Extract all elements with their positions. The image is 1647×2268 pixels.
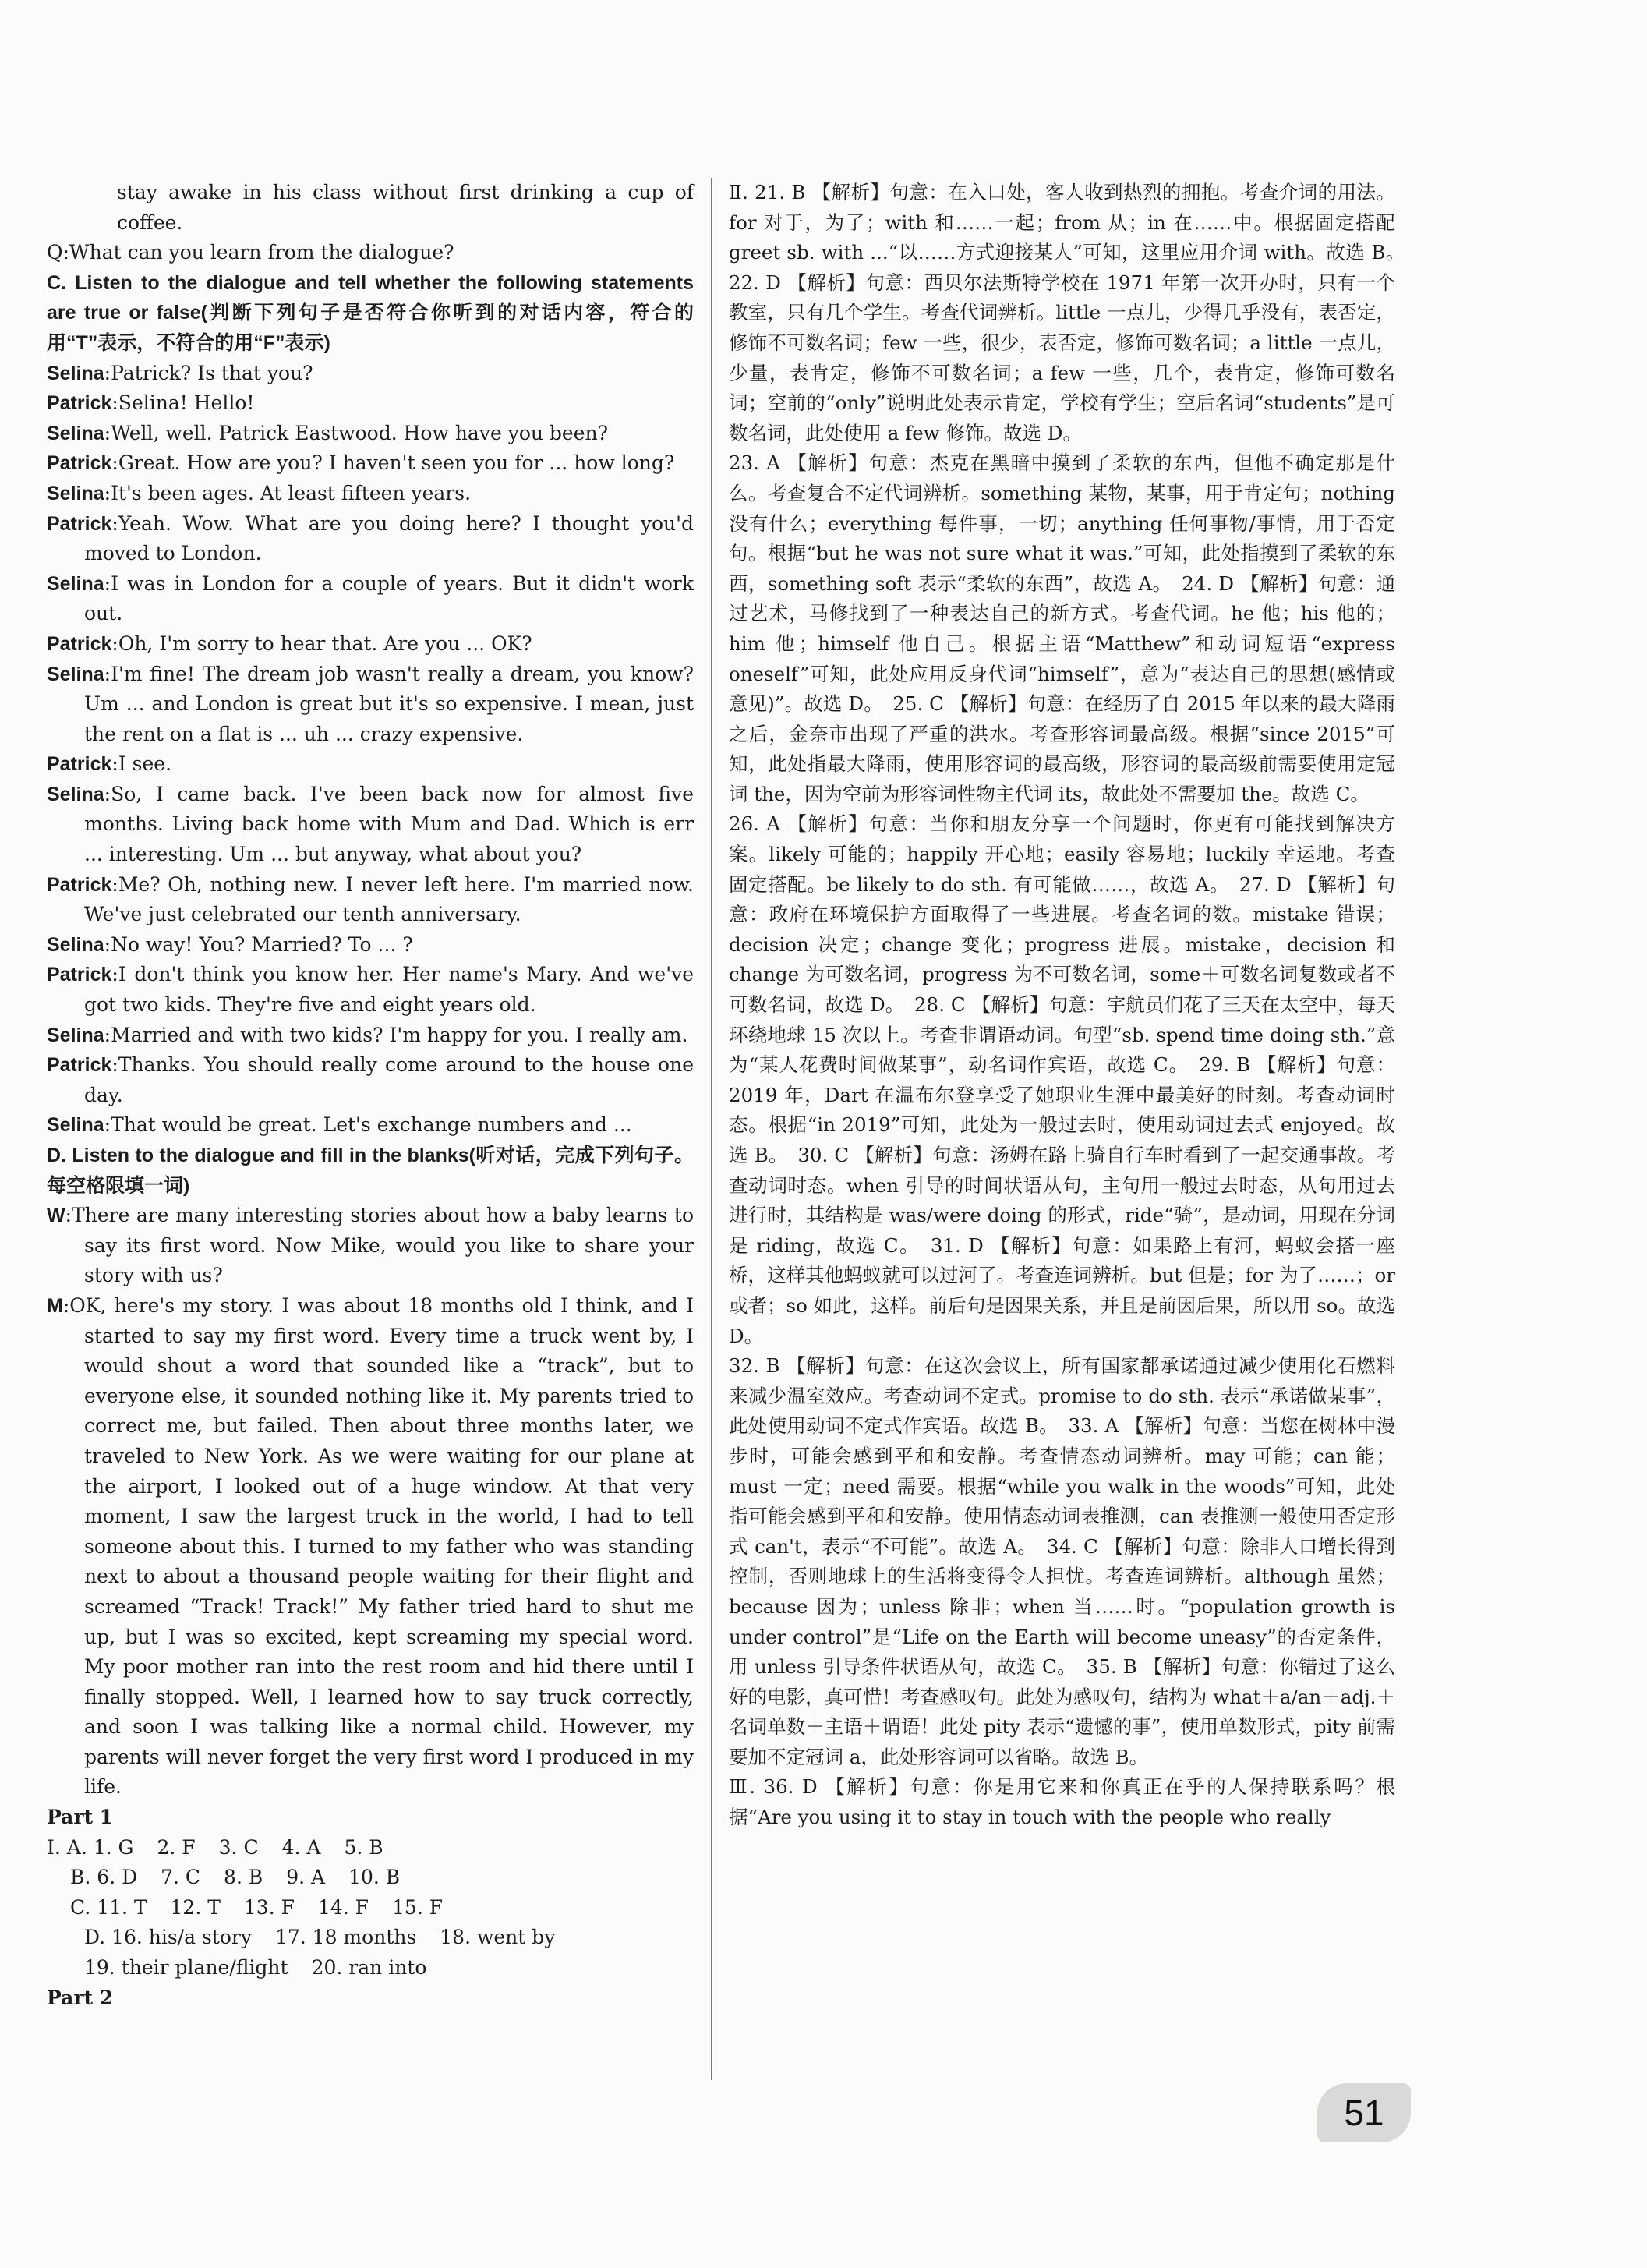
answer-item: 7. C [161,1866,201,1889]
dialogue-text: That would be great. Let's exchange numbers and ... [111,1113,632,1137]
dialogue-text: Selina! Hello! [118,391,255,415]
dialogue-line: Patrick:Yeah. Wow. What are you doing here? I thought you'd moved to London. [47,511,694,565]
answer-item: 3. C [218,1835,259,1859]
dialogue-text: I see. [118,752,172,776]
part-1-label: Part 1 [47,1806,114,1829]
column-divider [711,178,712,2080]
dialogue-text: Yeah. Wow. What are you doing here? I thought you'd moved to London. [84,511,694,565]
dialogue-text: Well, well. Patrick Eastwood. How have you been? [111,421,609,444]
dialogue-text: Thanks. You should really come around to the house one day. [84,1053,694,1106]
dialogue-text: I'm fine! The dream job wasn't really a dream, you know? Um ... and London is great but it's so expensive. I mean, just the rent on a flat is ... uh ... crazy expensive. [84,662,694,745]
answer-item: 9. A [286,1866,326,1889]
speaker-name: Patrick [47,392,112,415]
dialogue-text: Oh, I'm sorry to hear that. Are you ... OK? [118,632,532,655]
dialogue-line: W:There are many interesting stories about how a baby learns to say its first word. Now Mike, would you like to share your story with us? [47,1204,694,1287]
explanation-paragraph: 26. A 【解析】句意：当你和朋友分享一个问题时，你更有可能找到解决方案。likely 可能的；happily 开心地；easily 容易地；luckily 幸运地。考查固定搭配。be likely to do sth. 有可能做……，故选 A。 27. D 【解析】句意：政府在环境保护方面取得了一些进展。考查名词的数。mistake 错误；decision 决定；change 变化；progress 进展。mistake，decision 和 change 为可数名词，progress 为不可数名词，some＋可数名词复数或者不可数名词，故选 D。 28. C 【解析】句意：宇航员们花了三天在太空中，每天环绕地球 15 次以上。考查非谓语动词。句型“sb. spend time doing sth.”意为“某人花费时间做某事”，动名词作宾语，故选 C。 29. B 【解析】句意：2019 年，Dart 在温布尔登享受了她职业生涯中最美好的时刻。考查动词时态。根据“in 2019”可知，此处为一般过去时，使用动词过去式 enjoyed。故选 B。 30. C 【解析】句意：汤姆在路上骑自行车时看到了一起交通事故。考查动词时态。when 引导的时间状语从句，主句用一般过去时态，从句用过去进行时，其结构是 was/were doing 的形式，ride“骑”，是动词，用现在分词是 riding，故选 C。 31. D 【解析】句意：如果路上有河，蚂蚁会搭一座桥，这样其他蚂蚁就可以过河了。考查连词辨析。but 但是；for 为了……；or 或者；so 如此，这样。前后句是因果关系，并且是前因后果，所以用 so。故选 D。 [729,812,1395,1347]
dialogue-line: Selina:Well, well. Patrick Eastwood. How have you been? [47,421,609,444]
explanation-paragraph: 23. A 【解析】句意：杰克在黑暗中摸到了柔软的东西，但他不确定那是什么。考查复合不定代词辨析。something 某物，某事，用于肯定句；nothing 没有什么；everything 每件事，一切；anything 任何事物/事情，用于否定句。根据“but he was not sure what it was.”可知，此处指摸到了柔软的东西，something soft 表示“柔软的东西”，故选 A。 24. D 【解析】句意：通过艺术，马修找到了一种表达自己的新方式。考查代词。he 他；his 他的；him 他；himself 他自己。根据主语“Matthew”和动词短语“express oneself”可知，此处应用反身代词“himself”，意为“表达自己的思想(感情或意见)”。故选 D。 25. C 【解析】句意：在经历了自 2015 年以来的最大降雨之后，金奈市出现了严重的洪水。考查形容词最高级。根据“since 2015”可知，此处指最大降雨，使用形容词的最高级，形容词的最高级前需要使用定冠词 the，因为空前为形容词性物主代词 its，故此处不需要加 the。故选 C。 [729,451,1395,805]
answer-row [47,1893,694,1923]
speaker-name: Selina [47,482,104,504]
answer-row [47,1833,694,1863]
speaker-name: Selina [47,1114,104,1137]
speaker-name: Patrick [47,753,112,776]
dialogue-c [47,359,694,1141]
question-line: Q:What can you learn from the dialogue? [47,241,454,264]
answer-item: 14. F [317,1895,369,1919]
section-c-title: C. Listen to the dialogue and tell whether the following statements are true or false(判断下列句子是否符合你听到的对话内容，符合的用“T”表示，不符合的用“F”表示) [47,271,694,354]
speaker-name: W [47,1205,65,1227]
answer-item: 8. B [224,1866,263,1889]
dialogue-line: Selina:I'm fine! The dream job wasn't really a dream, you know? Um ... and London is great but it's so expensive. I mean, just the rent on a flat is ... uh ... crazy expensive. [47,662,694,745]
answer-item: D. 16. his/a story [84,1926,252,1949]
dialogue-text: There are many interesting stories about how a baby learns to say its first word. Now Mike, would you like to share your story with us? [72,1204,694,1287]
dialogue-text: I don't think you know her. Her name's Mary. And we've got two kids. They're five and eight years old. [84,963,694,1017]
answer-item: 2. F [157,1835,196,1859]
dialogue-line: Patrick:I don't think you know her. Her name's Mary. And we've got two kids. They're five and eight years old. [47,963,694,1017]
speaker-name: Selina [47,572,104,595]
dialogue-text: Great. How are you? I haven't seen you for ... how long? [118,451,675,475]
answer-item: 5. B [344,1835,383,1859]
speaker-name: Selina [47,422,104,444]
dialogue-line: Patrick:Me? Oh, nothing new. I never left here. I'm married now. We've just celebrated our tenth anniversary. [47,872,694,926]
answer-item: 4. A [281,1835,321,1859]
answer-key [47,1833,694,1983]
dialogue-line: Selina:Married and with two kids? I'm happy for you. I really am. [47,1023,688,1046]
dialogue-text: Me? Oh, nothing new. I never left here. I'm married now. We've just celebrated our tenth anniversary. [84,872,694,926]
dialogue-line: Patrick:Great. How are you? I haven't seen you for ... how long? [47,451,675,475]
answer-row [47,1863,694,1893]
answer-row [47,1923,694,1953]
dialogue-line: Patrick:I see. [47,752,172,776]
dialogue-d [47,1201,694,1803]
answer-item: Ⅰ. A. 1. G [47,1835,134,1859]
speaker-name: Patrick [47,873,112,896]
speaker-name: Selina [47,663,104,685]
section-d-title: D. Listen to the dialogue and fill in the blanks(听对话，完成下列句子。每空格限填一词) [47,1145,694,1197]
dialogue-text: Married and with two kids? I'm happy for you. I really am. [111,1023,688,1046]
dialogue-line: Selina:So, I came back. I've been back now for almost five months. Living back home with Mum and Dad. Which is err ... interesting. Um ... but anyway, what about you? [47,782,694,866]
page-number: 51 [1317,2083,1411,2142]
answer-item: 19. their plane/flight [84,1956,288,1980]
answer-item: 17. 18 months [274,1926,417,1949]
answer-item: 13. F [243,1895,295,1919]
explanation-paragraph: 32. B 【解析】句意：在这次会议上，所有国家都承诺通过减少使用化石燃料来减少温室效应。考查动词不定式。promise to do sth. 表示“承诺做某事”，此处使用动词不定式作宾语。故选 B。 33. A 【解析】句意：当您在树林中漫步时，可能会感到平和和安静。考查情态动词辨析。may 可能；can 能；must 一定；need 需要。根据“while you walk in the woods”可知，此处指可能会感到平和和安静。使用情态动词表推测，can 表推测一般使用否定形式 can't，表示“不可能”。故选 A。 34. C 【解析】句意：除非人口增长得到控制，否则地球上的生活将变得令人担忧。考查连词辨析。although 虽然；because 因为；unless 除非；when 当……时。“population growth is under control”是“Life on the Earth will become uneasy”的否定条件，用 unless 引导条件状语从句，故选 C。 35. B 【解析】句意：你错过了这么好的电影，真可惜！考查感叹句。此处为感叹句，结构为 what＋a/an＋adj.＋名词单数＋主语＋谓语！此处 pity 表示“遗憾的事”，使用单数形式，pity 前需要加不定冠词 a，此处形容词可以省略。故选 B。 [729,1354,1395,1768]
dialogue-line: Patrick:Oh, I'm sorry to hear that. Are you ... OK? [47,632,532,655]
answer-item: 10. B [348,1866,401,1889]
dialogue-text: No way! You? Married? To ... ? [111,932,413,956]
explanation-paragraph: Ⅱ. 21. B 【解析】句意：在入口处，客人收到热烈的拥抱。考查介词的用法。for 对于，为了；with 和……一起；from 从；in 在……中。根据固定搭配 greet sb. with ...“以……方式迎接某人”可知，这里应用介词 with。故选 B。 22. D 【解析】句意：西贝尔法斯特学校在 1971 年第一次开办时，只有一个教室，只有几个学生。考查代词辨析。little 一点儿，少得几乎没有，表否定，修饰不可数名词；few 一些，很少，表否定，修饰可数名词；a little 一点儿，少量，表肯定，修饰不可数名词；a few 一些，几个，表肯定，修饰可数名词；空前的“only”说明此处表示肯定，学校有学生；空后名词“students”是可数名词，此处使用 a few 修饰。故选 D。 [729,181,1415,444]
speaker-name: Patrick [47,1054,112,1077]
speaker-name: Selina [47,783,104,805]
dialogue-line: M:OK, here's my story. I was about 18 months old I think, and I started to say my first word. Every time a truck went by, I would shout a word that sounded like a “track”, but to everyone else, it sounded nothing like it. My parents tried to correct me, but failed. Then about three months later, we traveled to New York. As we were waiting for our plane at the airport, I looked out of a huge window. At that very moment, I saw the largest truck in the world, I had to tell someone about this. I turned to my father who was standing next to about a thousand people waiting for their flight and screamed “Track! Track!” My father tried hard to shut me up, but I was so excited, kept screaming my special word. My poor mother ran into the rest room and hid there until I finally stopped. Well, I learned how to say truck correctly, and soon I was talking like a normal child. However, my parents will never forget the very first word I produced in my life. [47,1293,694,1799]
speaker-name: Selina [47,933,104,956]
dialogue-text: I was in London for a couple of years. But it didn't work out. [84,571,694,625]
answer-item: 15. F [392,1895,444,1919]
dialogue-text: It's been ages. At least fifteen years. [111,481,472,504]
dialogue-line: Selina:It's been ages. At least fifteen years. [47,481,472,504]
dialogue-text: So, I came back. I've been back now for almost five months. Living back home with Mum and Dad. Which is err ... interesting. Um ... but anyway, what about you? [84,782,694,866]
answer-item: B. 6. D [70,1866,138,1889]
left-column [47,178,694,2013]
dialogue-line: Selina:That would be great. Let's exchange numbers and ... [47,1113,632,1137]
text-line: stay awake in his class without first drinking a cup of coffee. [117,181,694,234]
dialogue-line: Patrick:Selina! Hello! [47,391,255,415]
answer-row [47,1953,694,1983]
dialogue-line: Selina:No way! You? Married? To ... ? [47,932,413,956]
dialogue-line: Selina:Patrick? Is that you? [47,361,313,384]
right-column [729,178,1415,1833]
part-2-label: Part 2 [47,1986,114,2009]
answer-item: 12. T [170,1895,221,1919]
speaker-name: Patrick [47,964,112,986]
speaker-name: Selina [47,362,104,384]
answer-item: 20. ran into [311,1956,427,1980]
answer-item: C. 11. T [70,1895,147,1919]
dialogue-text: OK, here's my story. I was about 18 months old I think, and I started to say my first word. Every time a truck went by, I would shout a word that sounded like a “track”, but to everyone else, it sounded nothing like it. My parents tried to correct me, but failed. Then about three months later, we traveled to New York. As we were waiting for our plane at the airport, I looked out of a huge window. At that very moment, I saw the largest truck in the world, I had to tell someone about this. I turned to my father who was standing next to about a thousand people waiting for their flight and screamed “Track! Track!” My father tried hard to shut me up, but I was so excited, kept screaming my special word. My poor mother ran into the rest room and hid there until I finally stopped. Well, I learned how to say truck correctly, and soon I was talking like a normal child. However, my parents will never forget the very first word I produced in my life. [69,1293,694,1799]
explanation-paragraph: Ⅲ. 36. D 【解析】句意：你是用它来和你真正在乎的人保持联系吗？根据“Are you using it to stay in touch with the people who really [729,1775,1395,1829]
answer-item: 18. went by [440,1926,556,1949]
speaker-name: M [47,1294,63,1317]
speaker-name: Patrick [47,632,112,655]
dialogue-line: Selina:I was in London for a couple of years. But it didn't work out. [47,571,694,625]
dialogue-text: Patrick? Is that you? [111,361,313,384]
speaker-name: Patrick [47,452,112,475]
speaker-name: Selina [47,1024,104,1046]
dialogue-line: Patrick:Thanks. You should really come around to the house one day. [47,1053,694,1106]
speaker-name: Patrick [47,512,112,535]
